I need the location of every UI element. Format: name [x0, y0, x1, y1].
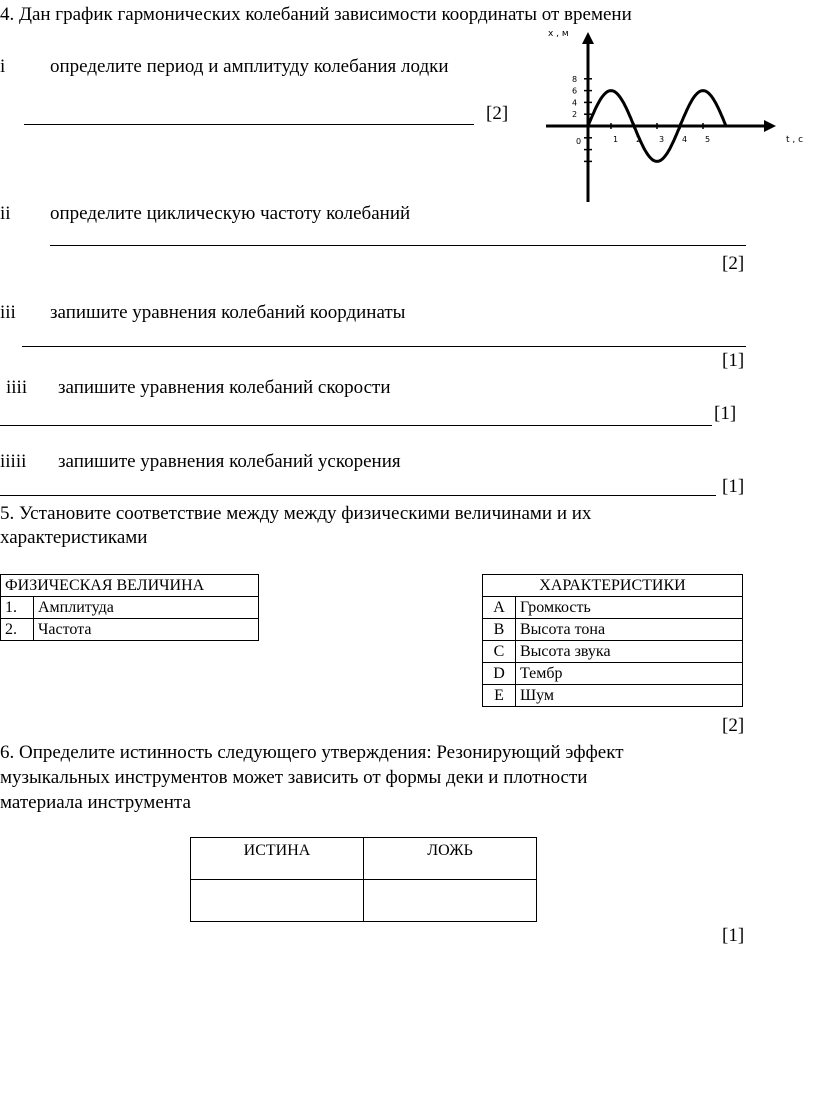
origin-label: 0 [576, 137, 582, 146]
true-answer-cell[interactable] [191, 880, 364, 922]
characteristic-letter: C [483, 641, 516, 663]
characteristic-letter: A [483, 597, 516, 619]
graph-ticks [548, 29, 803, 161]
item-ii-text: определите циклическую частоту колебаний [50, 203, 411, 224]
item-iiiii-number: iiiii [0, 451, 27, 472]
item-iiii-text: запишите уравнения колебаний скорости [58, 377, 391, 398]
quantity-name: Частота [34, 619, 259, 641]
y-tick-label: 2 [572, 110, 578, 120]
quantity-number: 1. [1, 597, 34, 619]
quantity-name: Амплитуда [34, 597, 259, 619]
characteristic-name: Громкость [516, 597, 743, 619]
x-tick-label: 4 [682, 135, 688, 144]
item-iii-text: запишите уравнения колебаний координаты [50, 302, 406, 323]
item-iiii-number: iiii [6, 377, 28, 398]
characteristic-name: Высота звука [516, 641, 743, 663]
item-i-number: i [0, 56, 6, 77]
graph-axes [546, 32, 776, 202]
item-ii-number: ii [0, 203, 11, 224]
question-4-title: 4. Дан график гармонических колебаний зависимости координаты от времени [0, 4, 632, 25]
characteristic-name: Тембр [516, 663, 743, 685]
question-6-line2: музыкальных инструментов может зависить от формы деки и плотности [0, 767, 588, 788]
item-iiii-mark: [1] [714, 403, 737, 424]
quantity-number: 2. [1, 619, 34, 641]
question-6-mark: [1] [722, 925, 745, 946]
item-iii-number: iii [0, 302, 16, 323]
item-iiiii-mark: [1] [722, 476, 745, 497]
true-column-header: ИСТИНА [191, 838, 364, 880]
item-iii-mark: [1] [722, 350, 745, 371]
x-tick-label: 3 [659, 135, 665, 144]
oscillation-graph [540, 26, 816, 206]
question-5-title-line2: характеристиками [0, 527, 148, 548]
answer-line-i[interactable] [24, 124, 474, 125]
answer-line-ii[interactable] [50, 245, 746, 246]
answer-line-iii[interactable] [22, 346, 746, 347]
physical-quantity-table [0, 574, 259, 641]
characteristics-header: ХАРАКТЕРИСТИКИ [483, 575, 743, 597]
question-6-line3: материала инструмента [0, 792, 191, 813]
characteristic-letter: D [483, 663, 516, 685]
item-i-mark: [2] [486, 103, 509, 124]
false-answer-cell[interactable] [364, 880, 537, 922]
x-axis-arrow [764, 120, 776, 132]
question-5-title-line1: 5. Установите соответствие между между физическими величинами и их [0, 503, 592, 524]
item-i-text: определите период и амплитуду колебания лодки [50, 56, 449, 77]
true-false-table [190, 837, 537, 922]
x-tick-label: 1 [613, 135, 619, 144]
x-tick-label: 2 [636, 135, 642, 144]
y-tick-label: 8 [572, 74, 578, 84]
y-tick-label: 4 [572, 98, 578, 108]
x-axis-label: t , c [786, 135, 804, 145]
item-ii-mark: [2] [722, 253, 745, 274]
item-iiiii-text: запишите уравнения колебаний ускорения [58, 451, 401, 472]
characteristic-name: Высота тона [516, 619, 743, 641]
characteristic-letter: B [483, 619, 516, 641]
question-6-line1: 6. Определите истинность следующего утверждения: Резонирующий эффект [0, 742, 624, 763]
y-axis-arrow [582, 32, 594, 44]
answer-line-iiiii[interactable] [0, 495, 716, 496]
characteristic-letter: E [483, 685, 516, 707]
characteristic-name: Шум [516, 685, 743, 707]
characteristics-table [482, 574, 743, 707]
x-tick-label: 5 [705, 135, 711, 144]
answer-line-iiii[interactable] [0, 425, 712, 426]
physical-quantity-header: ФИЗИЧЕСКАЯ ВЕЛИЧИНА [1, 575, 259, 597]
y-axis-label: x , м [548, 29, 569, 39]
false-column-header: ЛОЖЬ [364, 838, 537, 880]
question-5-mark: [2] [722, 715, 745, 736]
y-tick-label: 6 [572, 86, 578, 96]
